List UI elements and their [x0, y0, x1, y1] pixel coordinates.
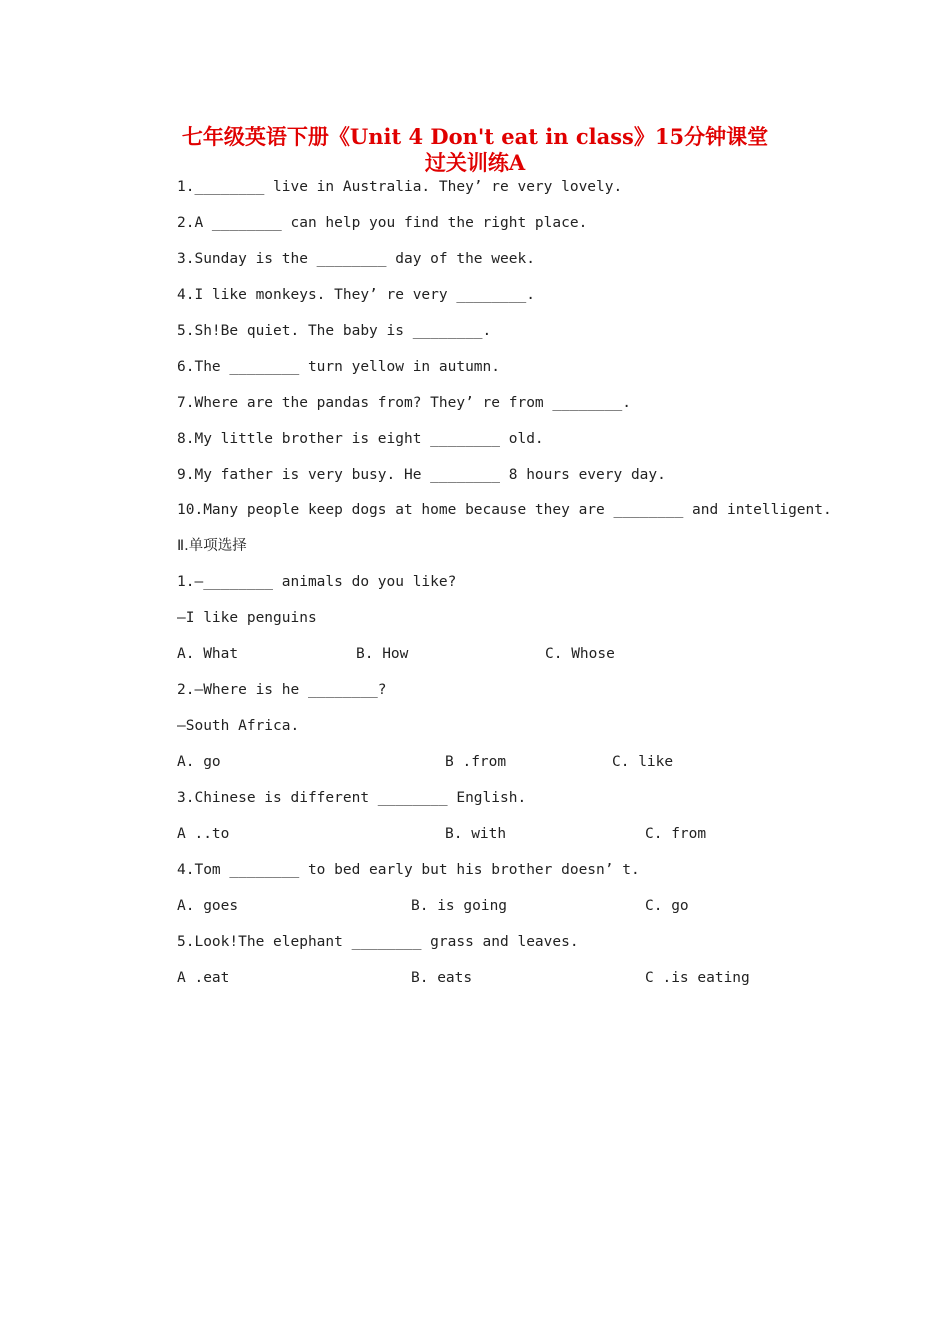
question-2-option-b: B .from [445, 754, 507, 770]
question-3-option-c: C. from [645, 826, 707, 842]
document-title-line-2: 过关训练A [424, 150, 526, 175]
question-1-option-c: C. Whose [545, 646, 615, 662]
question-2-stem: 2.—Where is he ________? [177, 682, 387, 698]
question-5-option-b: B. eats [411, 970, 473, 986]
question-3-option-a: A ..to [177, 826, 230, 842]
section-heading: Ⅱ.单项选择 [177, 538, 247, 554]
fill-in-item-10: 10.Many people keep dogs at home because they are ________ and intelligent. [177, 502, 832, 518]
fill-in-item-8: 8.My little brother is eight ________ old. [177, 431, 544, 447]
fill-in-item-5: 5.Sh!Be quiet. The baby is ________. [177, 323, 492, 339]
fill-in-item-7: 7.Where are the pandas from? They’ re from ________. [177, 395, 631, 411]
fill-in-item-2: 2.A ________ can help you find the right place. [177, 215, 588, 231]
question-3-option-b: B. with [445, 826, 507, 842]
question-5-option-c: C .is eating [645, 970, 750, 986]
question-5-stem: 5.Look!The elephant ________ grass and leaves. [177, 934, 579, 950]
question-5-option-a: A .eat [177, 970, 230, 986]
question-2-answer-line: —South Africa. [177, 718, 300, 734]
question-2-option-c: C. like [612, 754, 674, 770]
question-4-option-b: B. is going [411, 898, 508, 914]
question-4-option-a: A. goes [177, 898, 239, 914]
fill-in-item-9: 9.My father is very busy. He ________ 8 hours every day. [177, 467, 666, 483]
question-3-stem: 3.Chinese is different ________ English. [177, 790, 527, 806]
question-1-option-b: B. How [356, 646, 409, 662]
question-1-option-a: A. What [177, 646, 239, 662]
fill-in-item-1: 1.________ live in Australia. They’ re very lovely. [177, 179, 623, 195]
question-2-option-a: A. go [177, 754, 221, 770]
fill-in-item-6: 6.The ________ turn yellow in autumn. [177, 359, 501, 375]
question-4-option-c: C. go [645, 898, 689, 914]
question-4-stem: 4.Tom ________ to bed early but his brother doesn’ t. [177, 862, 640, 878]
question-1-stem: 1.—________ animals do you like? [177, 574, 457, 590]
question-1-answer-line: —I like penguins [177, 610, 317, 626]
fill-in-item-4: 4.I like monkeys. They’ re very ________. [177, 287, 535, 303]
fill-in-item-3: 3.Sunday is the ________ day of the week. [177, 251, 535, 267]
document-title-line-1: 七年级英语下册《Unit 4 Don't eat in class》15分钟课堂 [181, 124, 769, 149]
